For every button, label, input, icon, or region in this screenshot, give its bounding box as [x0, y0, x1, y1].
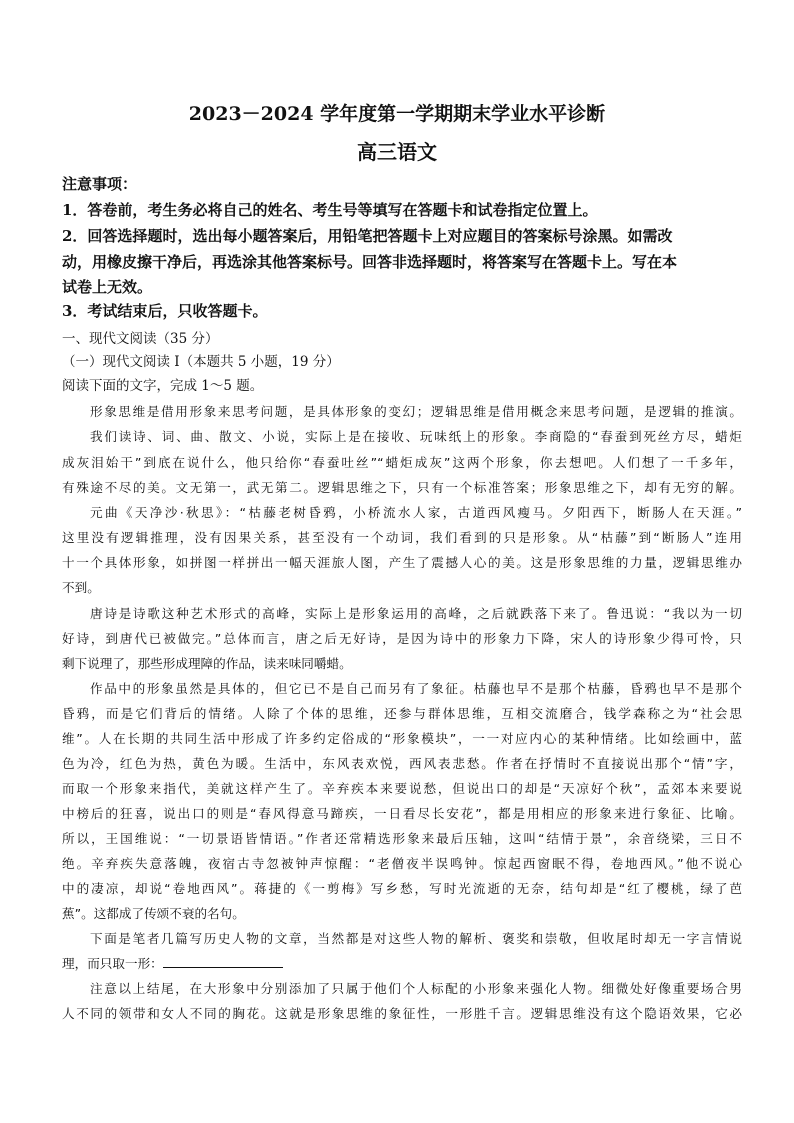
exam-title: 2023－2024 学年度第一学期期末学业水平诊断 [188, 103, 606, 125]
passage-line: 维”。人在长期的共同生活中形成了许多约定俗成的“形象模块”，一一对应内心的某种情绪。比如绘画中，蓝 [62, 731, 742, 746]
passage-line: 成灰泪始干”到底在说什么，他只给你“春蚕吐丝”“蜡炬成灰”这两个形象，你去想吧。人们想了一千多年， [62, 455, 742, 470]
notice-item-2-line-3: 试卷上无效。 [62, 278, 153, 296]
passage-line: 色为冷，红色为热，黄色为暖。生活中，东风表欢悦，西风表悲愁。作者在抒情时不直接说出那个“情”字， [62, 756, 742, 771]
notice-heading: 注意事项： [62, 175, 138, 193]
passage-line: 元曲《天净沙·秋思》：“枯藤老树昏鸦，小桥流水人家，古道西风瘦马。夕阳西下，断肠人在天涯。” [90, 505, 742, 520]
notice-item-1: 1．答卷前，考生务必将自己的姓名、考生号等填写在答题卡和试卷指定位置上。 [62, 201, 598, 219]
fill-in-blank-line [163, 955, 283, 968]
passage-line: 有殊途不尽的美。文无第一，武无第二。逻辑思维之下，只有一个标准答案；形象思维之下，却有无穷的解。 [62, 480, 742, 495]
passage-line: 十一个具体形象，如拼图一样拼出一幅天涯旅人图，产生了震撼人心的美。这是形象思维的力量，逻辑思维办 [62, 555, 742, 570]
passage-line: 蕉”。这都成了传颂不衰的名句。 [62, 906, 245, 921]
passage-line: 好诗，到唐代已被做完。”总体而言，唐之后无好诗，是因为诗中的形象力下降，宋人的诗形象少得可怜，只 [62, 631, 742, 646]
passage-line: 绝。辛弃疾失意落魄，夜宿古寺忽被钟声惊醒：“老僧夜半误鸣钟。惊起西窗眠不得，卷地西风。”他不说心 [62, 856, 742, 871]
passage-line: 剩下说理了，那些形成理障的作品，读来味同嚼蜡。 [62, 656, 352, 671]
notice-item-2-line-1: 2．回答选择题时，选出每小题答案后，用铅笔把答题卡上对应题目的答案标号涂黑。如需改 [62, 227, 673, 245]
reading-instruction: 阅读下面的文字，完成 1～5 题。 [62, 378, 264, 394]
passage-line: 不到。 [62, 580, 100, 595]
passage-line: 而取一个形象来指代，美就这样产生了。辛弃疾本来要说愁，但说出口的却是“天凉好个秋”，孟郊本来要说 [62, 781, 742, 796]
passage-line: 昏鸦，而是它们背后的情绪。人除了个体的思维，还参与群体思维，互相交流磨合，钱学森称之为“社会思 [62, 706, 742, 721]
passage-line: 这里没有逻辑推理，没有因果关系，甚至没有一个动词，我们看到的只是形象。从“枯藤”到“断肠人”连用 [62, 530, 742, 545]
passage-line-with-blank [62, 953, 283, 972]
notice-item-3: 3．考试结束后，只收答题卡。 [62, 302, 268, 320]
passage-line: 中榜后的狂喜，说出口的则是“春风得意马蹄疾，一日看尽长安花”，都是用相应的形象来进行象征、比喻。 [62, 806, 742, 821]
passage-line: 下面是笔者几篇写历史人物的文章，当然都是对这些人物的解析、褒奖和崇敬，但收尾时却无一字言情说 [90, 931, 742, 946]
passage-line: 理，而只取一形： [62, 956, 163, 971]
exam-subject: 高三语文 [357, 140, 437, 164]
section-heading: 一、现代文阅读（35 分） [62, 331, 219, 347]
subsection-heading: （一）现代文阅读 I（本题共 5 小题，19 分） [62, 354, 340, 370]
passage-line: 唐诗是诗歌这种艺术形式的高峰，实际上是形象运用的高峰，之后就跌落下来了。鲁迅说：“我以为一切 [90, 606, 742, 621]
passage-line: 作品中的形象虽然是具体的，但它已不是自己而另有了象征。枯藤也早不是那个枯藤，昏鸦也早不是那个 [90, 681, 742, 696]
passage-line: 形象思维是借用形象来思考问题，是具体形象的变幻；逻辑思维是借用概念来思考问题，是逻辑的推演。 [90, 404, 742, 419]
notice-item-2-line-2: 动，用橡皮擦干净后，再选涂其他答案标号。回答非选择题时，将答案写在答题卡上。写在本 [62, 253, 678, 271]
passage-line: 中的凄凉，却说“卷地西风”。蒋捷的《一剪梅》写乡愁，写时光流逝的无奈，结句却是“红了樱桃，绿了芭 [62, 881, 742, 896]
passage-line: 我们读诗、词、曲、散文、小说，实际上是在接收、玩味纸上的形象。李商隐的“春蚕到死丝方尽，蜡炬 [90, 429, 742, 444]
passage-line: 所以，王国维说：“一切景语皆情语。”作者还常精选形象来最后压轴，这叫“结情于景”，余音绕梁，三日不 [62, 831, 742, 846]
passage-line: 注意以上结尾，在大形象中分别添加了只属于他们个人标配的小形象来强化人物。细微处好像重要场合男 [90, 981, 742, 996]
passage-line: 人不同的领带和女人不同的胸花。这就是形象思维的象征性，一形胜千言。逻辑思维没有这个隐语效果，它必 [62, 1006, 742, 1021]
